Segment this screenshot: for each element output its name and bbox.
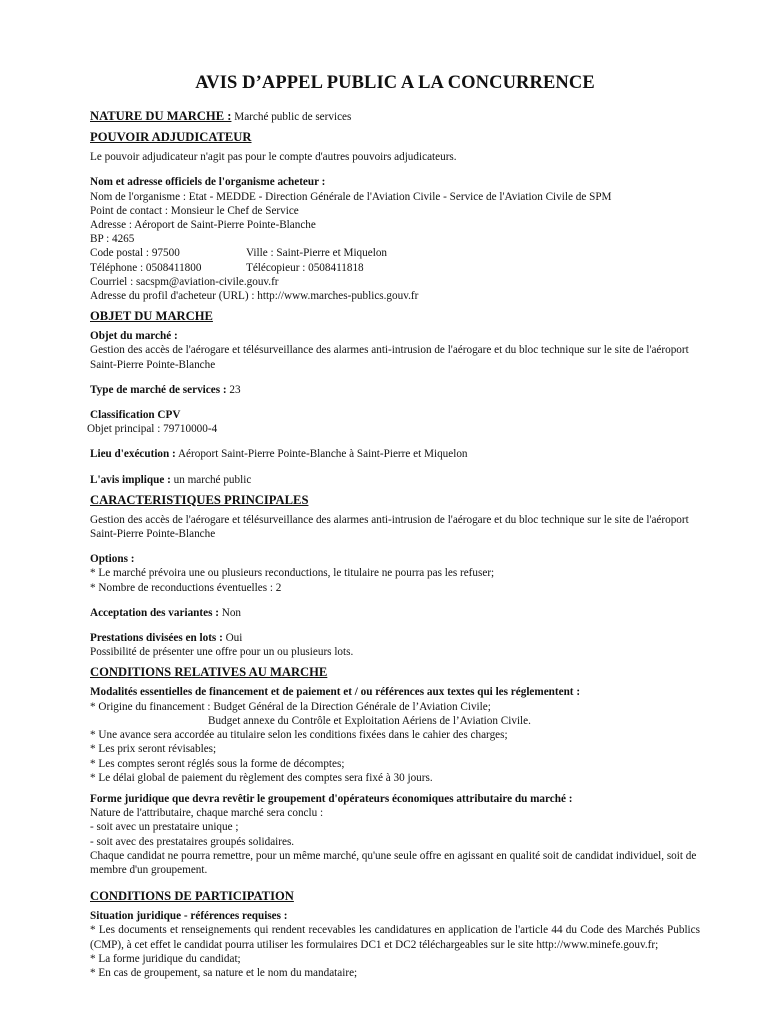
org-label: Nom et adresse officiels de l'organisme acheteur : (90, 176, 326, 189)
org-address: Adresse : Aéroport de Saint-Pierre Pointe-Blanche (90, 219, 316, 232)
section-heading-pouvoir: POUVOIR ADJUDICATEUR (90, 130, 252, 145)
variantes-line (90, 606, 700, 620)
nature-line (90, 108, 700, 124)
org-name: Nom de l'organisme : Etat - MEDDE - Direction Générale de l'Aviation Civile - Service de l'Aviation Civile de SPM (90, 190, 612, 203)
page-title: AVIS D’APPEL PUBLIC A LA CONCURRENCE (195, 73, 595, 93)
forme-line: - soit avec des prestataires groupés solidaires. (90, 835, 295, 848)
nature-label: NATURE DU MARCHE : (90, 109, 232, 123)
objet-label: Objet du marché : (90, 330, 178, 343)
section-heading-objet: OBJET DU MARCHE (90, 309, 213, 324)
forme-line: Nature de l'attributaire, chaque marché sera conclu : (90, 807, 324, 820)
variantes-label: Acceptation des variantes : (90, 606, 219, 619)
caract-text: Gestion des accès de l'aérogare et télésurveillance des alarmes anti-intrusion de l'aérogare et du bloc technique sur le site de l'aéroport Saint-Pierre Pointe-Blanche (90, 513, 689, 541)
option-item: * Le marché prévoira une ou plusieurs reconductions, le titulaire ne pourra pas les refuser; (90, 567, 495, 580)
list-item: * Les prix seront révisables; (90, 743, 217, 756)
nature-value: Marché public de services (231, 111, 352, 123)
type-label: Type de marché de services : (90, 383, 227, 396)
org-tel: Téléphone : 0508411800 (90, 261, 202, 274)
list-item: * Une avance sera accordée au titulaire selon les conditions fixées dans le cahier des charges; (90, 729, 508, 742)
pouvoir-text: Le pouvoir adjudicateur n'agit pas pour le compte d'autres pouvoirs adjudicateurs. (90, 151, 457, 164)
org-cp: Code postal : 97500 (90, 247, 180, 260)
org-ville: Ville : Saint-Pierre et Miquelon (246, 247, 388, 260)
org-bp: BP : 4265 (90, 233, 135, 246)
list-item: * En cas de groupement, sa nature et le nom du mandataire; (90, 966, 358, 979)
type-value: 23 (226, 383, 241, 396)
document-page (87, 72, 700, 980)
option-item: * Nombre de reconductions éventuelles : 2 (90, 581, 282, 594)
list-item: * La forme juridique du candidat; (90, 952, 241, 965)
section-heading-conditions: CONDITIONS RELATIVES AU MARCHE (90, 665, 328, 680)
lots-line (90, 631, 700, 645)
org-profile-url: Adresse du profil d'acheteur (URL) : http://www.marches-publics.gouv.fr (90, 290, 419, 303)
list-item: * Les comptes seront réglés sous la forme de décomptes; (90, 757, 345, 770)
lots-text: Possibilité de présenter une offre pour un ou plusieurs lots. (90, 646, 354, 659)
lieu-line (90, 447, 700, 461)
avis-value: un marché public (170, 473, 252, 486)
list-item: * Les documents et renseignements qui rendent recevables les candidatures en application de l'article 44 du Code des Marchés Publics (CMP), à cet effet le candidat pourra utiliser les formulaires DC1 et DC2 téléchargeables sur le site http://www.minefe.gouv.fr; (90, 924, 700, 951)
forme-line: Chaque candidat ne pourra remettre, pour un même marché, qu'une seule offre en agissant en qualité soit de candidat individuel, soit de membre d'un groupement. (90, 849, 697, 876)
avis-line (90, 473, 700, 487)
forme-line: - soit avec un prestataire unique ; (90, 821, 239, 834)
forme-label: Forme juridique que devra revêtir le groupement d'opérateurs économiques attributaire du marché : (90, 792, 573, 805)
cpv-label: Classification CPV (90, 409, 181, 422)
list-item: Budget annexe du Contrôle et Exploitation Aériens de l’Aviation Civile. (208, 714, 531, 727)
objet-text: Gestion des accès de l'aérogare et télésurveillance des alarmes anti-intrusion de l'aérogare et du bloc technique sur le site de l'aéroport Saint-Pierre Pointe-Blanche (90, 344, 689, 371)
org-contact: Point de contact : Monsieur le Chef de Service (90, 204, 299, 217)
situation-label: Situation juridique - références requises : (90, 910, 288, 923)
org-email: Courriel : sacspm@aviation-civile.gouv.fr (90, 275, 279, 288)
list-item: * Origine du financement : Budget Général de la Direction Générale de l’Aviation Civile; (90, 700, 491, 713)
section-heading-participation: CONDITIONS DE PARTICIPATION (90, 889, 294, 904)
options-label: Options : (90, 553, 135, 566)
org-tel-line (90, 261, 700, 275)
org-fax: Télécopieur : 0508411818 (246, 261, 364, 274)
lieu-label: Lieu d'exécution : (90, 448, 176, 461)
avis-label: L'avis implique : (90, 473, 171, 486)
lieu-value: Aéroport Saint-Pierre Pointe-Blanche à Saint-Pierre et Miquelon (175, 448, 468, 461)
list-item: * Le délai global de paiement du règlement des comptes sera fixé à 30 jours. (90, 771, 433, 784)
org-cp-line (90, 246, 700, 260)
modalites-label: Modalités essentielles de financement et de paiement et / ou références aux textes qui les réglementent : (90, 686, 581, 699)
lots-label: Prestations divisées en lots : (90, 632, 223, 645)
section-heading-caracteristiques: CARACTERISTIQUES PRINCIPALES (90, 492, 309, 507)
variantes-value: Non (218, 606, 242, 619)
cpv-value: Objet principal : 79710000-4 (87, 423, 218, 436)
type-line (90, 383, 700, 397)
lots-value: Oui (222, 632, 243, 645)
